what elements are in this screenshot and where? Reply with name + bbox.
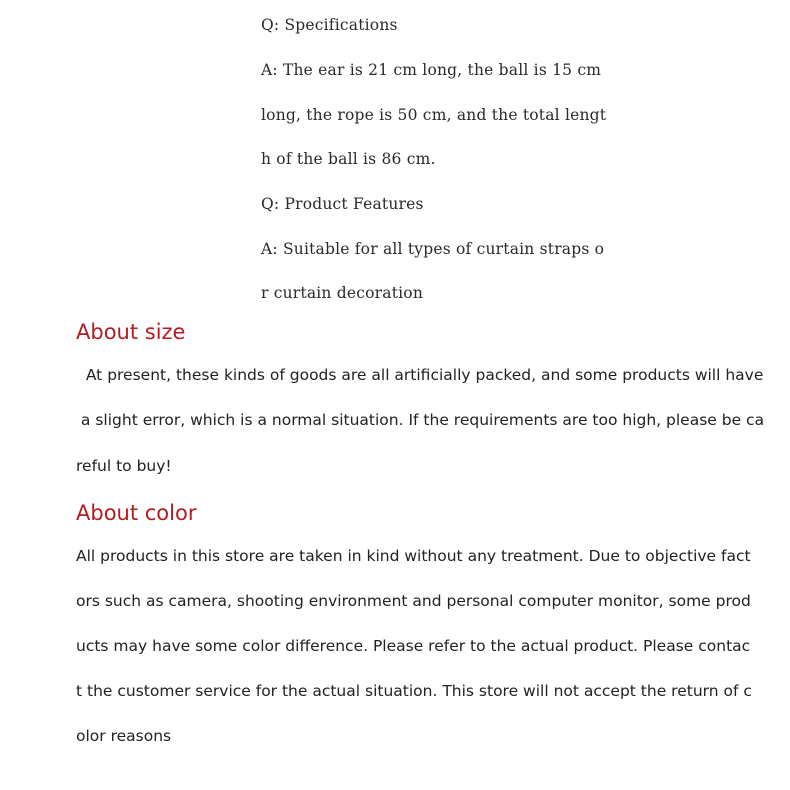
qa-answer-line: r curtain decoration (261, 284, 424, 302)
about-color-text-line: All products in this store are taken in kind without any treatment. Due to objective fact (76, 547, 751, 565)
qa-answer-line: h of the ball is 86 cm. (261, 150, 436, 168)
about-color-heading: About color (76, 501, 197, 525)
qa-answer-line: A: Suitable for all types of curtain straps o (261, 240, 605, 258)
about-color-text-line: ors such as camera, shooting environment and personal computer monitor, some prod (76, 592, 751, 610)
about-size-text-line: reful to buy! (76, 457, 172, 475)
qa-question-product-features: Q: Product Features (261, 195, 424, 213)
about-color-text-line: t the customer service for the actual situation. This store will not accept the return of c (76, 682, 752, 700)
about-size-heading: About size (76, 320, 186, 344)
qa-answer-line: long, the rope is 50 cm, and the total lengt (261, 106, 607, 124)
about-color-text-line: ucts may have some color difference. Please refer to the actual product. Please contac (76, 637, 751, 655)
qa-answer-line: A: The ear is 21 cm long, the ball is 15 cm (261, 61, 602, 79)
about-size-text-line: At present, these kinds of goods are all artificially packed, and some products will have (76, 366, 764, 384)
about-color-text-line: olor reasons (76, 727, 172, 745)
about-size-text-line: a slight error, which is a normal situation. If the requirements are too high, please be ca (76, 411, 765, 429)
qa-question-specifications: Q: Specifications (261, 16, 398, 34)
